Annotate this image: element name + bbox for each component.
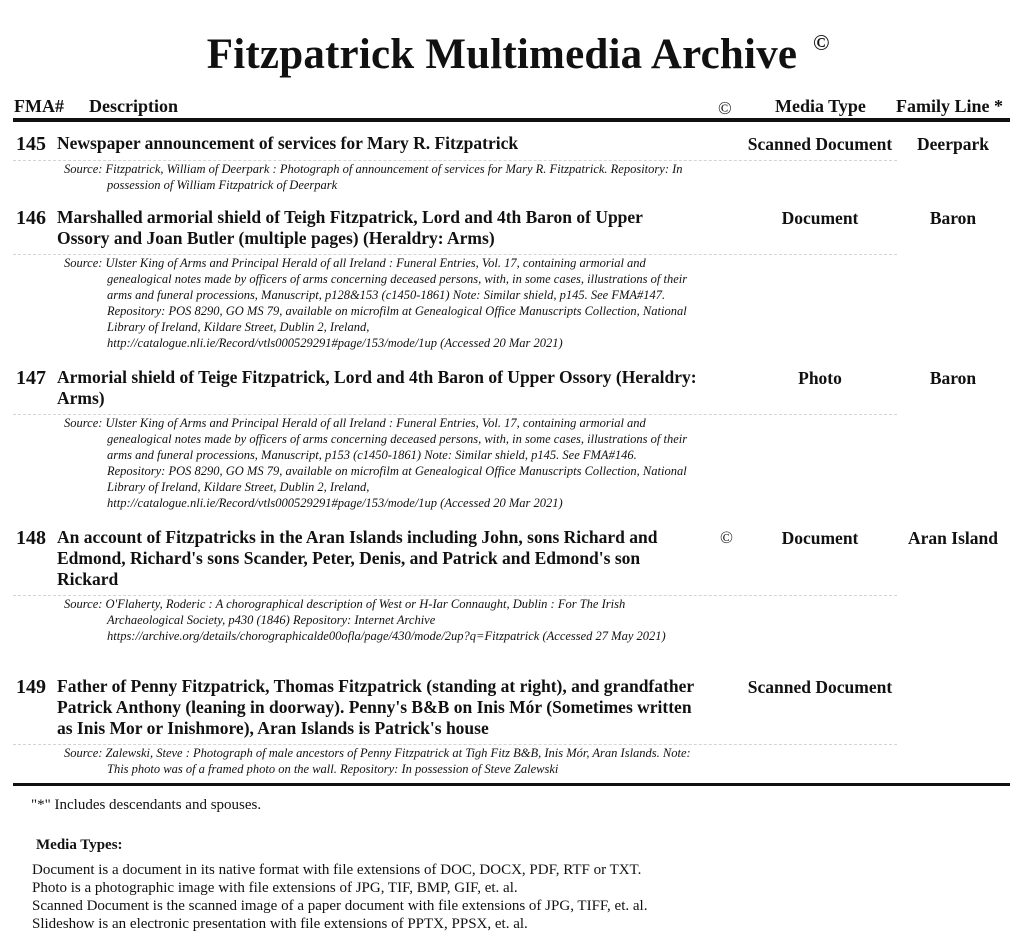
fma-number: 149 xyxy=(16,676,46,698)
column-header-media-type: Media Type xyxy=(775,96,866,116)
media-type: Document xyxy=(781,528,859,548)
fma-number: 147 xyxy=(16,367,46,389)
column-header-family-line: Family Line * xyxy=(896,96,1003,116)
copyright-icon: © xyxy=(720,528,733,547)
page-title-text: Fitzpatrick Multimedia Archive xyxy=(206,31,798,78)
fma-number: 148 xyxy=(16,527,46,549)
record-description[interactable]: Father of Penny Fitzpatrick, Thomas Fitzpatrick (standing at right), and grandfather Patrick Anthony (leaning in doorway). Penny's B&B on Inis Mór (Sometimes written as Inis Mor or Inishmore), Aran Islands is Patrick's house xyxy=(57,676,694,738)
media-type-definition: Scanned Document is the scanned image of a paper document with file extensions of JPG, TIFF, et. al. xyxy=(32,898,648,914)
media-type-definition: Document is a document in its native format with file extensions of DOC, DOCX, PDF, RTF or TXT. xyxy=(32,862,642,878)
record-description[interactable]: Marshalled armorial shield of Teigh Fitzpatrick, Lord and 4th Baron of Upper Ossory and Joan Butler (multiple pages) (Heraldry: Arms) xyxy=(57,207,643,248)
header-divider xyxy=(13,118,1010,122)
record-description[interactable]: Newspaper announcement of services for Mary R. Fitzpatrick xyxy=(57,133,519,153)
media-types-list xyxy=(32,861,647,933)
record-source: Source: Ulster King of Arms and Principal Herald of all Ireland : Funeral Entries, Vol. 17, containing armorial and genealogical notes made by officers of arms concerning deceased persons, with, in some cases, illustrations of their arms and funeral processions, Manuscript, p128&153 (c1450-1861) Note: Similar shield, p145. See FMA#147. Repository: POS 8290, GO MS 79, available on microfilm at Genealogical Office Manuscripts Collection, National Library of Ireland, Kildare Street, Dublin 2, Ireland, http://catalogue.nli.ie/Record/vtls000529291#page/153/mode/1up (Accessed 20 Mar 2021) xyxy=(64,256,688,350)
record-description[interactable]: Armorial shield of Teige Fitzpatrick, Lord and 4th Baron of Upper Ossory (Heraldry: Arms) xyxy=(57,367,697,408)
record-source: Source: O'Flaherty, Roderic : A chorographical description of West or H-Iar Connaught, Dublin : For The Irish Archaeological Society, p430 (1846) Repository: Internet Archive https://archive.org/details/chorographicalde00ofla/page/430/mode/2up?q=Fitzpatrick (Accessed 27 May 2021) xyxy=(64,597,666,643)
footnote: "*" Includes descendants and spouses. xyxy=(31,797,262,813)
column-header-description: Description xyxy=(89,96,178,116)
record-source: Source: Ulster King of Arms and Principal Herald of all Ireland : Funeral Entries, Vol. 17, containing armorial and genealogical notes made by officers of arms concerning deceased persons, with, in some cases, illustrations of their arms and funeral processions, Manuscript, p153 (c1450-1861) Note: Similar shield, p145. See FMA#146. Repository: POS 8290, GO MS 79, available on microfilm at Genealogical Office Manuscripts Collection, National Library of Ireland, Kildare Street, Dublin 2, Ireland, http://catalogue.nli.ie/Record/vtls000529291#page/153/mode/1up (Accessed 20 Mar 2021) xyxy=(64,416,688,510)
media-type: Photo xyxy=(798,368,842,388)
family-line: Deerpark xyxy=(917,134,989,154)
table-bottom-divider xyxy=(13,783,1010,786)
family-line: Baron xyxy=(929,208,977,228)
media-types-heading: Media Types: xyxy=(36,837,123,853)
family-line: Aran Island xyxy=(908,528,998,548)
record-description[interactable]: An account of Fitzpatricks in the Aran Islands including John, sons Richard and Edmond, Richard's sons Scander, Peter, Denis, and Patrick and Edmond's son Rickard xyxy=(57,527,658,589)
fma-number: 146 xyxy=(16,207,46,229)
media-type: Scanned Document xyxy=(747,677,893,697)
record-source: Source: Zalewski, Steve : Photograph of male ancestors of Penny Fitzpatrick at Tigh Fitz B&B, Inis Mór, Aran Islands. Note: This photo was of a framed photo on the wall. Repository: In possession of Steve Zalewski xyxy=(64,746,691,776)
page-title xyxy=(0,30,1024,80)
media-type: Document xyxy=(781,208,859,228)
copyright-icon: © xyxy=(813,30,830,55)
column-header-copyright: © xyxy=(718,98,732,118)
media-type-definition: Photo is a photographic image with file extensions of JPG, TIF, BMP, GIF, et. al. xyxy=(32,880,518,896)
media-type: Scanned Document xyxy=(747,134,893,154)
fma-number: 145 xyxy=(16,133,46,155)
record-source: Source: Fitzpatrick, William of Deerpark : Photograph of announcement of services for Mary R. Fitzpatrick. Repository: In possession of William Fitzpatrick of Deerpark xyxy=(64,162,683,192)
media-type-definition: Slideshow is an electronic presentation with file extensions of PPTX, PPSX, et. al. xyxy=(32,916,528,932)
column-header-fma: FMA# xyxy=(14,96,64,116)
family-line: Baron xyxy=(929,368,977,388)
